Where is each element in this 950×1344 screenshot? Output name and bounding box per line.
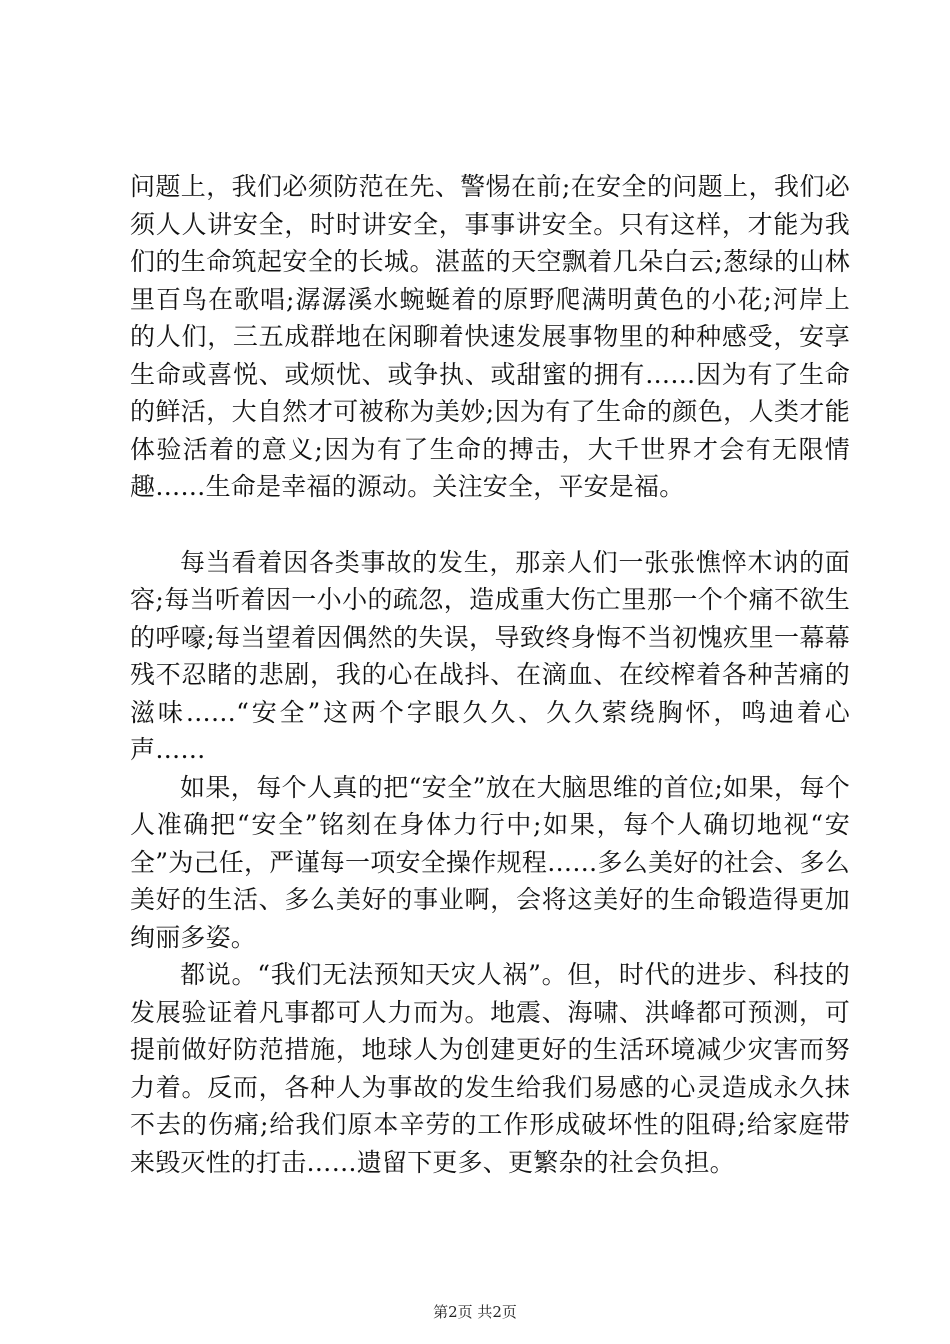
- paragraph-accidents: 每当看着因各类事故的发生，那亲人们一张张憔悴木讷的面容;每当听着因一小小的疏忽，造成重大伤亡里那一个个痛不欲生的呼嚎;每当望着因偶然的失误，导致终身悔不当初愧疚里一幕幕残不忍睹的悲剧，我的心在战抖、在滴血、在绞榨着各种苦痛的滋味……“安全”这两个字眼久久、久久萦绕胸怀，鸣迪着心声……: [130, 547, 850, 764]
- paragraph-continued: 问题上，我们必须防范在先、警惕在前;在安全的问题上，我们必须人人讲安全，时时讲安全，事事讲安全。只有这样，才能为我们的生命筑起安全的长城。湛蓝的天空飘着几朵白云;葱绿的山林里百鸟在歌唱;潺潺溪水蜿蜒着的原野爬满明黄色的小花;河岸上的人们，三五成群地在闲聊着快速发展事物里的种种感受，安享生命或喜悦、或烦忧、或争执、或甜蜜的拥有……因为有了生命的鲜活，大自然才可被称为美妙;因为有了生命的颜色，人类才能体验活着的意义;因为有了生命的搏击，大千世界才会有无限情趣……生命是幸福的源动。关注安全，平安是福。: [130, 172, 850, 501]
- paragraph-if-everyone: 如果，每个人真的把“安全”放在大脑思维的首位;如果，每个人准确把“安全”铭刻在身体力行中;如果，每个人确切地视“安全”为己任，严谨每一项安全操作规程……多么美好的社会、多么美好的生活、多么美好的事业啊，会将这美好的生命锻造得更加绚丽多姿。: [130, 772, 850, 952]
- document-body: [130, 168, 850, 1181]
- paragraph-disasters: 都说。“我们无法预知天灾人祸”。但，时代的进步、科技的发展验证着凡事都可人力而为。地震、海啸、洪峰都可预测，可提前做好防范措施，地球人为创建更好的生活环境减少灾害而努力着。反而，各种人为事故的发生给我们易感的心灵造成永久抹不去的伤痛;给我们原本辛劳的工作形成破坏性的阻碍;给家庭带来毁灭性的打击……遗留下更多、更繁杂的社会负担。: [130, 960, 850, 1177]
- page-number-footer: 第2页 共2页: [433, 1303, 517, 1321]
